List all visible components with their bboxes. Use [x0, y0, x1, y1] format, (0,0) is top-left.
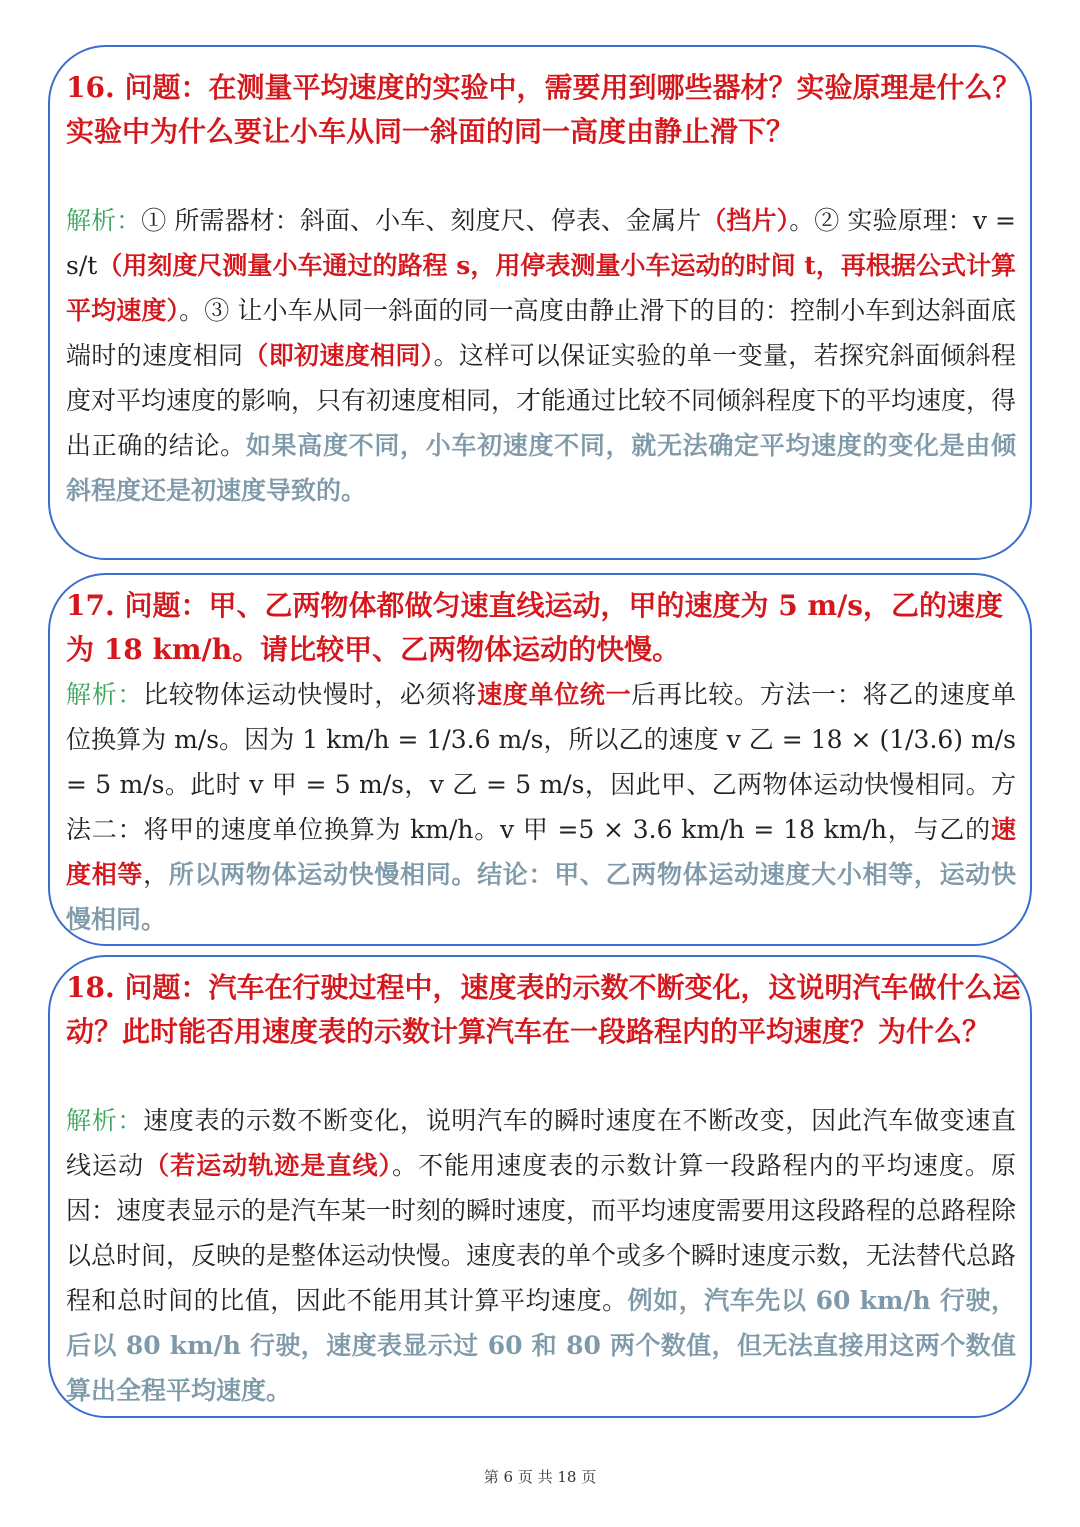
answer-17-highlight-2: 速度相等: [66, 815, 1016, 889]
answer-18-highlight-1: （若运动轨迹是直线）: [144, 1151, 393, 1180]
answer-16-part-3: 。② 实验原理：v = s/t: [66, 206, 1016, 280]
question-16-title: 16. 问题：在测量平均速度的实验中，需要用到哪些器材？实验原理是什么？实验中为什么要让小车从同一斜面的同一高度由静止滑下？: [66, 71, 1021, 148]
answer-18-part-1: 速度表的示数不断变化，说明汽车的瞬时速度在不断改变，因此汽车做变速直线运动: [66, 1106, 1016, 1180]
answer-16-part-5: 。③ 让小车从同一斜面的同一高度由静止滑下的目的：控制小车到达斜面底端时的速度相同: [66, 296, 1016, 370]
answer-16-part-7: 。这样可以保证实验的单一变量，若探究斜面倾斜程度对平均速度的影响，只有初速度相同，才能通过比较不同倾斜程度下的平均速度，得出正确的结论。: [66, 341, 1017, 460]
answer-16-highlight-2: （用刻度尺测量小车通过的路程 s，用停表测量小车运动的时间 t，再根据公式计算平均速度）: [66, 251, 1016, 325]
page-number-footer: 第 6 页 共 18 页: [483, 1468, 597, 1486]
answer-17-part-1: 比较物体运动快慢时，必须将: [143, 680, 478, 709]
answer-17-part-5: ，: [143, 860, 169, 889]
question-17-title: 17. 问题：甲、乙两物体都做匀速直线运动，甲的速度为 5 m/s，乙的速度为 18 km/h。请比较甲、乙两物体运动的快慢。: [66, 589, 1004, 666]
answer-16-part-1: ① 所需器材：斜面、小车、刻度尺、停表、金属片: [141, 206, 702, 235]
analysis-label: 解析：: [66, 1106, 144, 1135]
analysis-label: 解析：: [66, 206, 142, 235]
answer-18-example: 例如，汽车先以 60 km/h 行驶，后以 80 km/h 行驶，速度表显示过 60 和 80 两个数值，但无法直接用这两个数值算出全程平均速度。: [66, 1286, 1016, 1405]
answer-18-part-3: 。不能用速度表的示数计算一段路程内的平均速度。原因：速度表显示的是汽车某一时刻的瞬时速度，而平均速度需要用这段路程的总路程除以总时间，反映的是整体运动快慢。速度表的单个或多个瞬时速度示数，无法替代总路程和总时间的比值，因此不能用其计算平均速度。: [66, 1151, 1017, 1315]
answer-17-part-3: 后再比较。方法一：将乙的速度单位换算为 m/s。因为 1 km/h = 1/3.6 m/s，所以乙的速度 v 乙 = 18 × (1/3.6) m/s = 5 m/s。此时 v 甲 = 5 m/s，v 乙 = 5 m/s，因此甲、乙两物体运动快慢相同。方法二：将甲的速度单位换算为 km/h。v 甲 =5 × 3.6 km/h = 18 km/h，与乙的: [66, 680, 1016, 844]
answer-16: [66, 198, 1016, 513]
question-18-title: 18. 问题：汽车在行驶过程中，速度表的示数不断变化，这说明汽车做什么运动？此时能否用速度表的示数计算汽车在一段路程内的平均速度？为什么？: [66, 971, 1021, 1048]
answer-16-highlight-3: （即初速度相同）: [243, 341, 434, 370]
answer-17-conclusion: 所以两物体运动快慢相同。结论：甲、乙两物体运动速度大小相等，运动快慢相同。: [66, 860, 1016, 934]
answer-17-highlight-1: 速度单位统一: [477, 680, 632, 709]
answer-17: [66, 672, 1016, 942]
answer-16-note: 如果高度不同，小车初速度不同，就无法确定平均速度的变化是由倾斜程度还是初速度导致的。: [66, 431, 1016, 505]
answer-18: [66, 1098, 1016, 1413]
analysis-label: 解析：: [66, 680, 144, 709]
answer-16-highlight-1: （挡片）: [701, 206, 790, 235]
